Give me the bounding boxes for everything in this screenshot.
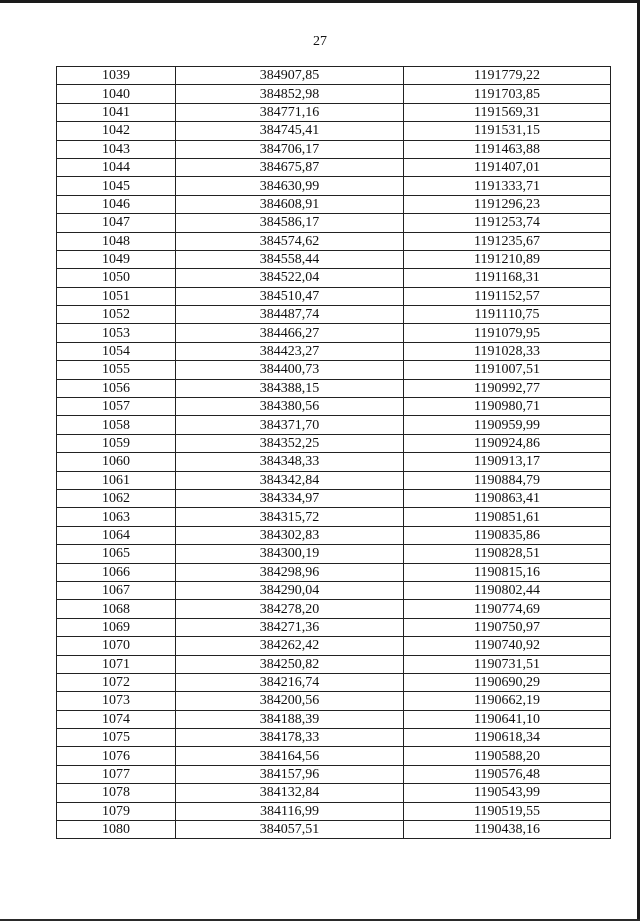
y-coordinate-cell: 1191110,75 — [404, 306, 611, 324]
y-coordinate-cell: 1190959,99 — [404, 416, 611, 434]
x-coordinate-cell: 384771,16 — [176, 103, 404, 121]
x-coordinate-cell: 384116,99 — [176, 802, 404, 820]
point-number-cell: 1057 — [57, 398, 176, 416]
x-coordinate-cell: 384510,47 — [176, 287, 404, 305]
x-coordinate-cell: 384216,74 — [176, 673, 404, 691]
table-row — [57, 85, 611, 103]
point-number-cell: 1040 — [57, 85, 176, 103]
x-coordinate-cell: 384630,99 — [176, 177, 404, 195]
x-coordinate-cell: 384164,56 — [176, 747, 404, 765]
y-coordinate-cell: 1190884,79 — [404, 471, 611, 489]
point-number-cell: 1078 — [57, 784, 176, 802]
table-row — [57, 67, 611, 85]
table-row — [57, 453, 611, 471]
point-number-cell: 1041 — [57, 103, 176, 121]
y-coordinate-cell: 1190980,71 — [404, 398, 611, 416]
point-number-cell: 1063 — [57, 508, 176, 526]
y-coordinate-cell: 1191703,85 — [404, 85, 611, 103]
table-row — [57, 324, 611, 342]
x-coordinate-cell: 384388,15 — [176, 379, 404, 397]
point-number-cell: 1076 — [57, 747, 176, 765]
y-coordinate-cell: 1191779,22 — [404, 67, 611, 85]
table-row — [57, 140, 611, 158]
x-coordinate-cell: 384278,20 — [176, 600, 404, 618]
table-row — [57, 618, 611, 636]
table-row — [57, 545, 611, 563]
x-coordinate-cell: 384157,96 — [176, 765, 404, 783]
point-number-cell: 1069 — [57, 618, 176, 636]
table-row — [57, 784, 611, 802]
point-number-cell: 1051 — [57, 287, 176, 305]
point-number-cell: 1065 — [57, 545, 176, 563]
x-coordinate-cell: 384586,17 — [176, 214, 404, 232]
y-coordinate-cell: 1191007,51 — [404, 361, 611, 379]
point-number-cell: 1044 — [57, 158, 176, 176]
point-number-cell: 1079 — [57, 802, 176, 820]
table-row — [57, 232, 611, 250]
x-coordinate-cell: 384348,33 — [176, 453, 404, 471]
x-coordinate-cell: 384675,87 — [176, 158, 404, 176]
point-number-cell: 1062 — [57, 489, 176, 507]
y-coordinate-cell: 1190815,16 — [404, 563, 611, 581]
x-coordinate-cell: 384852,98 — [176, 85, 404, 103]
y-coordinate-cell: 1190863,41 — [404, 489, 611, 507]
table-row — [57, 710, 611, 728]
y-coordinate-cell: 1190438,16 — [404, 821, 611, 839]
y-coordinate-cell: 1190641,10 — [404, 710, 611, 728]
y-coordinate-cell: 1191079,95 — [404, 324, 611, 342]
table-row — [57, 287, 611, 305]
point-number-cell: 1073 — [57, 692, 176, 710]
point-number-cell: 1070 — [57, 637, 176, 655]
x-coordinate-cell: 384423,27 — [176, 342, 404, 360]
coordinates-table — [56, 66, 611, 839]
x-coordinate-cell: 384132,84 — [176, 784, 404, 802]
table-row — [57, 489, 611, 507]
y-coordinate-cell: 1190992,77 — [404, 379, 611, 397]
point-number-cell: 1072 — [57, 673, 176, 691]
point-number-cell: 1053 — [57, 324, 176, 342]
table-row — [57, 158, 611, 176]
y-coordinate-cell: 1190576,48 — [404, 765, 611, 783]
y-coordinate-cell: 1190851,61 — [404, 508, 611, 526]
point-number-cell: 1075 — [57, 729, 176, 747]
table-row — [57, 526, 611, 544]
table-row — [57, 471, 611, 489]
y-coordinate-cell: 1191569,31 — [404, 103, 611, 121]
y-coordinate-cell: 1190828,51 — [404, 545, 611, 563]
y-coordinate-cell: 1190750,97 — [404, 618, 611, 636]
y-coordinate-cell: 1190519,55 — [404, 802, 611, 820]
table-row — [57, 195, 611, 213]
x-coordinate-cell: 384466,27 — [176, 324, 404, 342]
point-number-cell: 1060 — [57, 453, 176, 471]
table-row — [57, 747, 611, 765]
x-coordinate-cell: 384290,04 — [176, 581, 404, 599]
x-coordinate-cell: 384057,51 — [176, 821, 404, 839]
table-row — [57, 821, 611, 839]
point-number-cell: 1056 — [57, 379, 176, 397]
y-coordinate-cell: 1190731,51 — [404, 655, 611, 673]
y-coordinate-cell: 1191168,31 — [404, 269, 611, 287]
y-coordinate-cell: 1190913,17 — [404, 453, 611, 471]
page-number: 27 — [313, 34, 327, 49]
y-coordinate-cell: 1190543,99 — [404, 784, 611, 802]
table-row — [57, 802, 611, 820]
point-number-cell: 1077 — [57, 765, 176, 783]
y-coordinate-cell: 1191296,23 — [404, 195, 611, 213]
point-number-cell: 1042 — [57, 122, 176, 140]
point-number-cell: 1068 — [57, 600, 176, 618]
y-coordinate-cell: 1191463,88 — [404, 140, 611, 158]
table-row — [57, 765, 611, 783]
table-row — [57, 729, 611, 747]
y-coordinate-cell: 1191235,67 — [404, 232, 611, 250]
point-number-cell: 1074 — [57, 710, 176, 728]
table-row — [57, 269, 611, 287]
table-row — [57, 581, 611, 599]
table-row — [57, 361, 611, 379]
x-coordinate-cell: 384188,39 — [176, 710, 404, 728]
y-coordinate-cell: 1190588,20 — [404, 747, 611, 765]
y-coordinate-cell: 1191407,01 — [404, 158, 611, 176]
x-coordinate-cell: 384334,97 — [176, 489, 404, 507]
table-row — [57, 673, 611, 691]
point-number-cell: 1058 — [57, 416, 176, 434]
y-coordinate-cell: 1191152,57 — [404, 287, 611, 305]
x-coordinate-cell: 384298,96 — [176, 563, 404, 581]
x-coordinate-cell: 384907,85 — [176, 67, 404, 85]
y-coordinate-cell: 1190774,69 — [404, 600, 611, 618]
table-row — [57, 250, 611, 268]
table-row — [57, 692, 611, 710]
table-row — [57, 637, 611, 655]
point-number-cell: 1055 — [57, 361, 176, 379]
table-row — [57, 655, 611, 673]
y-coordinate-cell: 1191531,15 — [404, 122, 611, 140]
x-coordinate-cell: 384302,83 — [176, 526, 404, 544]
y-coordinate-cell: 1190690,29 — [404, 673, 611, 691]
y-coordinate-cell: 1190802,44 — [404, 581, 611, 599]
x-coordinate-cell: 384315,72 — [176, 508, 404, 526]
point-number-cell: 1048 — [57, 232, 176, 250]
x-coordinate-cell: 384178,33 — [176, 729, 404, 747]
point-number-cell: 1080 — [57, 821, 176, 839]
point-number-cell: 1054 — [57, 342, 176, 360]
point-number-cell: 1046 — [57, 195, 176, 213]
x-coordinate-cell: 384300,19 — [176, 545, 404, 563]
y-coordinate-cell: 1191210,89 — [404, 250, 611, 268]
table-row — [57, 122, 611, 140]
coordinates-table-body — [57, 67, 611, 839]
point-number-cell: 1049 — [57, 250, 176, 268]
table-row — [57, 379, 611, 397]
y-coordinate-cell: 1191253,74 — [404, 214, 611, 232]
table-row — [57, 434, 611, 452]
x-coordinate-cell: 384522,04 — [176, 269, 404, 287]
y-coordinate-cell: 1191333,71 — [404, 177, 611, 195]
x-coordinate-cell: 384271,36 — [176, 618, 404, 636]
table-row — [57, 508, 611, 526]
y-coordinate-cell: 1190662,19 — [404, 692, 611, 710]
point-number-cell: 1071 — [57, 655, 176, 673]
x-coordinate-cell: 384400,73 — [176, 361, 404, 379]
y-coordinate-cell: 1191028,33 — [404, 342, 611, 360]
table-row — [57, 342, 611, 360]
point-number-cell: 1045 — [57, 177, 176, 195]
scan-edge-top — [0, 0, 640, 3]
table-row — [57, 563, 611, 581]
x-coordinate-cell: 384558,44 — [176, 250, 404, 268]
x-coordinate-cell: 384745,41 — [176, 122, 404, 140]
x-coordinate-cell: 384380,56 — [176, 398, 404, 416]
point-number-cell: 1043 — [57, 140, 176, 158]
x-coordinate-cell: 384487,74 — [176, 306, 404, 324]
x-coordinate-cell: 384706,17 — [176, 140, 404, 158]
x-coordinate-cell: 384200,56 — [176, 692, 404, 710]
y-coordinate-cell: 1190618,34 — [404, 729, 611, 747]
x-coordinate-cell: 384352,25 — [176, 434, 404, 452]
x-coordinate-cell: 384371,70 — [176, 416, 404, 434]
point-number-cell: 1066 — [57, 563, 176, 581]
y-coordinate-cell: 1190924,86 — [404, 434, 611, 452]
x-coordinate-cell: 384574,62 — [176, 232, 404, 250]
point-number-cell: 1059 — [57, 434, 176, 452]
x-coordinate-cell: 384262,42 — [176, 637, 404, 655]
point-number-cell: 1047 — [57, 214, 176, 232]
point-number-cell: 1064 — [57, 526, 176, 544]
table-row — [57, 214, 611, 232]
x-coordinate-cell: 384250,82 — [176, 655, 404, 673]
table-row — [57, 600, 611, 618]
y-coordinate-cell: 1190740,92 — [404, 637, 611, 655]
table-row — [57, 416, 611, 434]
table-row — [57, 306, 611, 324]
point-number-cell: 1052 — [57, 306, 176, 324]
table-row — [57, 177, 611, 195]
table-row — [57, 398, 611, 416]
y-coordinate-cell: 1190835,86 — [404, 526, 611, 544]
point-number-cell: 1061 — [57, 471, 176, 489]
point-number-cell: 1039 — [57, 67, 176, 85]
point-number-cell: 1050 — [57, 269, 176, 287]
point-number-cell: 1067 — [57, 581, 176, 599]
x-coordinate-cell: 384608,91 — [176, 195, 404, 213]
x-coordinate-cell: 384342,84 — [176, 471, 404, 489]
table-row — [57, 103, 611, 121]
